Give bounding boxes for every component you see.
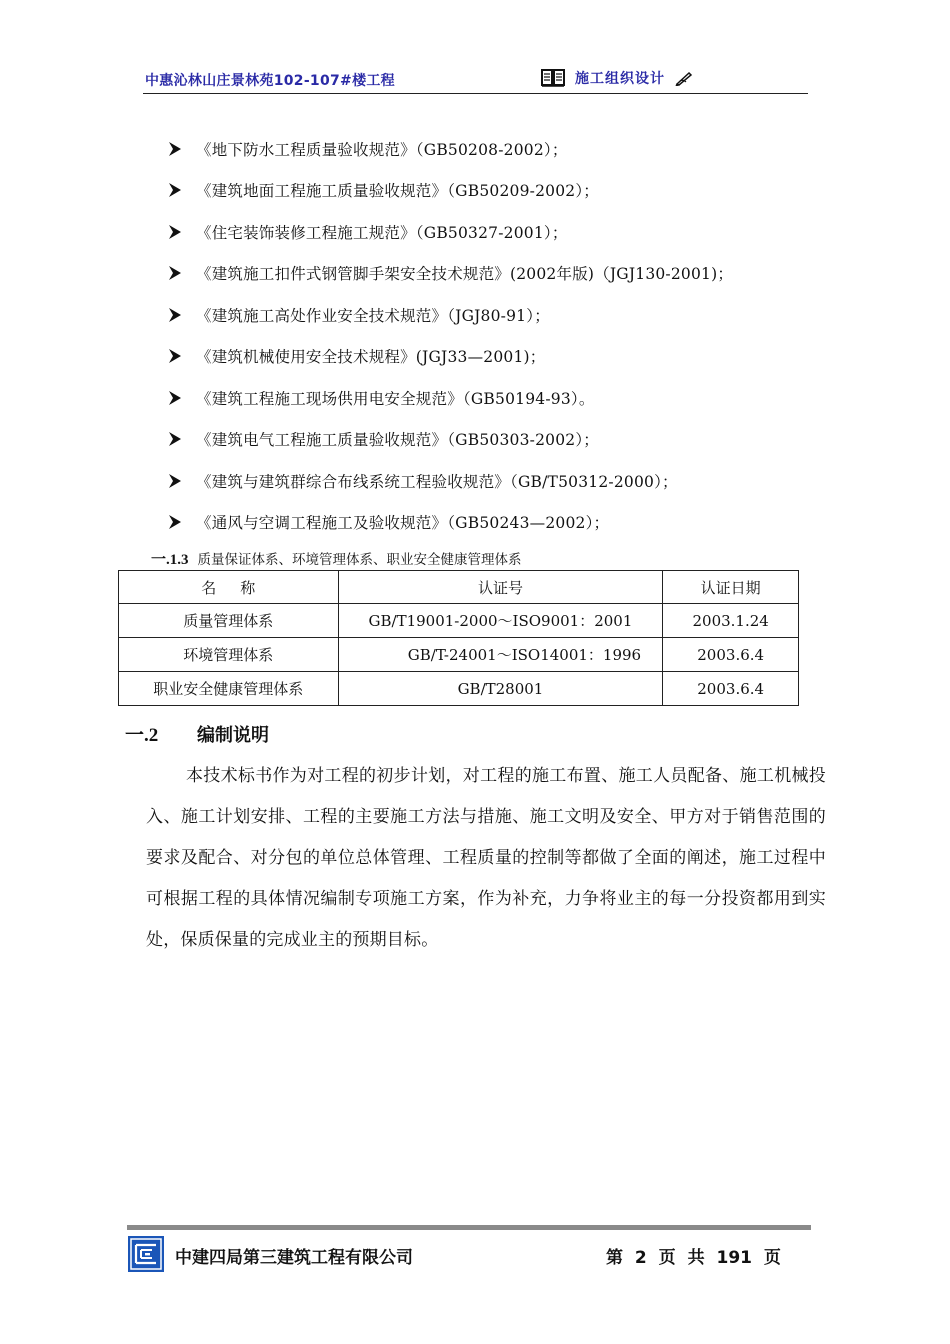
column-header-cert-no: 认证号 <box>338 571 663 604</box>
table-cell: GB/T-24001～ISO14001：1996 <box>338 638 663 672</box>
table-cell: GB/T28001 <box>338 672 663 706</box>
table-header-row <box>119 571 799 604</box>
body-paragraph: 本技术标书作为对工程的初步计划，对工程的施工布置、施工人员配备、施工机械投入、施工计划安排、工程的主要施工方法与措施、施工文明及安全、甲方对于销售范围的要求及配合、对分包的单位总体管理、工程质量的控制等都做了全面的阐述，施工过程中可根据工程的具体情况编制专项施工方案，作为补充，力争将业主的每一分投资都用到实处，保质保量的完成业主的预期目标。 <box>146 766 826 950</box>
reference-text: 《建筑工程施工现场供用电安全规范》（GB50194-93）。 <box>196 389 595 408</box>
table-cell: 职业安全健康管理体系 <box>119 672 339 706</box>
arrow-bullet-icon <box>168 431 182 447</box>
table-cell: 环境管理体系 <box>119 638 339 672</box>
column-header-cert-date: 认证日期 <box>663 571 799 604</box>
arrow-bullet-icon <box>168 141 182 157</box>
section-title: 编制说明 <box>197 725 269 746</box>
list-item <box>168 460 733 502</box>
list-item <box>168 170 733 212</box>
reference-text: 《通风与空调工程施工及验收规范》（GB50243—2002）； <box>196 514 610 533</box>
list-item <box>168 502 733 544</box>
company-name: 中建四局第三建筑工程有限公司 <box>175 1248 413 1268</box>
reference-text: 《建筑与建筑群综合布线系统工程验收规范》（GB/T50312-2000）； <box>196 472 678 491</box>
table-cell: 2003.6.4 <box>663 638 799 672</box>
doc-type-title: 施工组织设计 <box>575 71 665 87</box>
table-row <box>119 638 799 672</box>
arrow-bullet-icon <box>168 473 182 489</box>
table-row <box>119 672 799 706</box>
list-item <box>168 253 733 295</box>
list-item <box>168 336 733 378</box>
company-logo-icon <box>128 1236 164 1272</box>
arrow-bullet-icon <box>168 348 182 364</box>
list-item <box>168 377 733 419</box>
reference-text: 《建筑施工高处作业安全技术规范》（JGJ80-91）； <box>196 306 550 325</box>
list-item <box>168 128 733 170</box>
project-title: 中惠沁林山庄景林苑102-107#楼工程 <box>145 73 395 89</box>
section-heading-12 <box>125 720 269 747</box>
list-item <box>168 419 733 461</box>
arrow-bullet-icon <box>168 514 182 530</box>
reference-text: 《建筑地面工程施工质量验收规范》（GB50209-2002）； <box>196 182 599 201</box>
book-icon <box>541 68 565 88</box>
reference-text: 《住宅装饰装修工程施工规范》（GB50327-2001）； <box>196 223 568 242</box>
reference-text: 《建筑施工扣件式钢管脚手架安全技术规范》(2002年版)（JGJ130-2001)； <box>196 265 734 284</box>
reference-text: 《建筑机械使用安全技术规程》(JGJ33—2001)； <box>196 348 546 367</box>
page-header <box>143 68 808 94</box>
table-cell: GB/T19001-2000～ISO9001：2001 <box>338 604 663 638</box>
table-cell: 2003.1.24 <box>663 604 799 638</box>
certification-table <box>118 570 799 706</box>
table-row <box>119 604 799 638</box>
arrow-bullet-icon <box>168 307 182 323</box>
table-cell: 质量管理体系 <box>119 604 339 638</box>
page-number: 第 2 页 共 191 页 <box>606 1248 781 1268</box>
arrow-bullet-icon <box>168 182 182 198</box>
list-item <box>168 211 733 253</box>
section-number: 一.2 <box>125 725 159 746</box>
section-title: 质量保证体系、环境管理体系、职业安全健康管理体系 <box>197 552 522 568</box>
footer-divider <box>127 1225 811 1230</box>
table-cell: 2003.6.4 <box>663 672 799 706</box>
arrow-bullet-icon <box>168 390 182 406</box>
reference-text: 《建筑电气工程施工质量验收规范》（GB50303-2002）； <box>196 431 599 450</box>
list-item <box>168 294 733 336</box>
pen-icon <box>675 70 693 86</box>
column-header-name: 名称 <box>119 571 339 604</box>
arrow-bullet-icon <box>168 224 182 240</box>
section-heading-113 <box>151 548 522 569</box>
reference-standards-list <box>168 128 733 543</box>
doc-type-group <box>541 68 693 88</box>
section-number: 一.1.3 <box>151 552 189 568</box>
reference-text: 《地下防水工程质量验收规范》（GB50208-2002）； <box>196 140 568 159</box>
arrow-bullet-icon <box>168 265 182 281</box>
